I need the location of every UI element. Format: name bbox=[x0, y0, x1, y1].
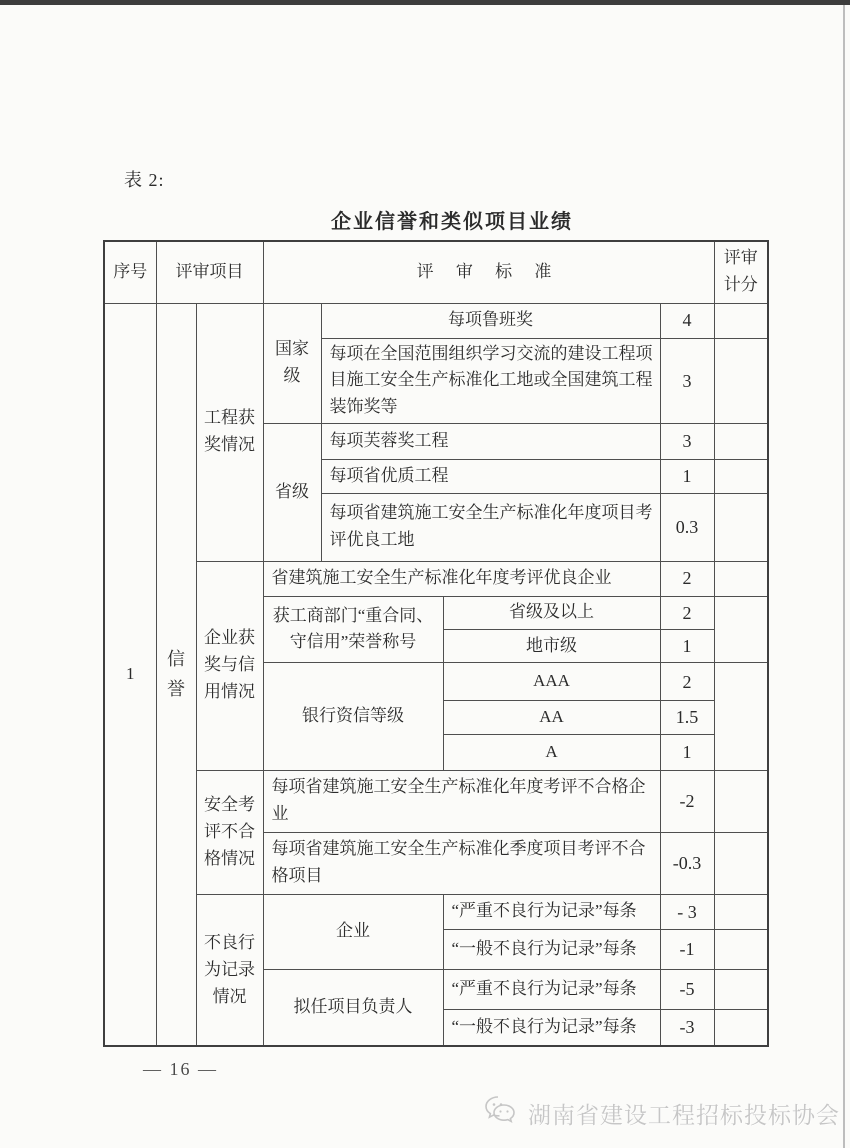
score-entry-cell bbox=[714, 561, 768, 596]
score-cell: 0.3 bbox=[660, 493, 714, 561]
score-cell: -1 bbox=[660, 929, 714, 969]
score-cell: 1 bbox=[660, 734, 714, 770]
table-label: 表 2: bbox=[124, 170, 165, 190]
page-number: — 16 — bbox=[143, 1059, 218, 1079]
category-credit-cell: 企业获奖与信用情况 bbox=[196, 561, 263, 770]
page-title: 企业信誉和类似项目业绩 bbox=[331, 211, 573, 233]
group-label: 信誉 bbox=[167, 648, 185, 700]
subgroup-enterprise-cell: 企业 bbox=[263, 894, 443, 969]
score-entry-cell bbox=[714, 424, 768, 460]
group-cell bbox=[156, 303, 196, 1046]
serial-cell: 1 bbox=[104, 303, 156, 1046]
subgroup-bank-credit-cell: 银行资信等级 bbox=[263, 663, 443, 770]
subgroup-honor-title-cell: 获工商部门“重合同、守信用”荣誉称号 bbox=[263, 596, 443, 663]
criteria-cell: 地市级 bbox=[443, 629, 660, 662]
score-entry-cell bbox=[714, 1009, 768, 1046]
watermark-text: 湖南省建设工程招标投标协会 bbox=[528, 1102, 840, 1128]
criteria-cell: 每项鲁班奖 bbox=[321, 303, 660, 338]
score-cell: -5 bbox=[660, 969, 714, 1009]
criteria-cell: 省级及以上 bbox=[443, 596, 660, 629]
score-entry-cell bbox=[714, 303, 768, 338]
score-cell: 3 bbox=[660, 338, 714, 424]
score-entry-cell bbox=[714, 832, 768, 894]
score-cell: 2 bbox=[660, 561, 714, 596]
criteria-cell: “严重不良行为记录”每条 bbox=[443, 894, 660, 929]
score-entry-cell bbox=[714, 663, 768, 770]
table-row bbox=[104, 561, 768, 596]
criteria-cell: A bbox=[443, 734, 660, 770]
criteria-cell: 省建筑施工安全生产标准化年度考评优良企业 bbox=[263, 561, 660, 596]
criteria-cell: “一般不良行为记录”每条 bbox=[443, 929, 660, 969]
score-cell: 1 bbox=[660, 460, 714, 493]
category-safety-fail-cell: 安全考评不合格情况 bbox=[196, 770, 263, 894]
header-row bbox=[104, 241, 768, 303]
table-row bbox=[104, 770, 768, 832]
score-entry-cell bbox=[714, 460, 768, 493]
header-item: 评审项目 bbox=[156, 241, 263, 303]
score-entry-cell bbox=[714, 969, 768, 1009]
score-cell: -0.3 bbox=[660, 832, 714, 894]
score-cell: 2 bbox=[660, 596, 714, 629]
criteria-cell: 每项在全国范围组织学习交流的建设工程项目施工安全生产标准化工地或全国建筑工程装饰奖等 bbox=[321, 338, 660, 424]
score-cell: -3 bbox=[660, 1009, 714, 1046]
category-awards-cell: 工程获奖情况 bbox=[196, 303, 263, 561]
criteria-cell: “严重不良行为记录”每条 bbox=[443, 969, 660, 1009]
scan-top-edge bbox=[0, 0, 850, 5]
criteria-cell: 每项芙蓉奖工程 bbox=[321, 424, 660, 460]
criteria-cell: AAA bbox=[443, 663, 660, 701]
header-serial: 序号 bbox=[104, 241, 156, 303]
criteria-cell: 每项省优质工程 bbox=[321, 460, 660, 493]
score-cell: -2 bbox=[660, 770, 714, 832]
score-cell: - 3 bbox=[660, 894, 714, 929]
criteria-cell: “一般不良行为记录”每条 bbox=[443, 1009, 660, 1046]
wechat-icon bbox=[484, 1094, 522, 1132]
scan-right-edge bbox=[843, 5, 845, 1148]
criteria-cell: 每项省建筑施工安全生产标准化年度考评不合格企业 bbox=[263, 770, 660, 832]
table-row bbox=[104, 303, 768, 338]
score-entry-cell bbox=[714, 338, 768, 424]
criteria-cell: AA bbox=[443, 701, 660, 734]
table-row bbox=[104, 894, 768, 929]
score-entry-cell bbox=[714, 929, 768, 969]
score-cell: 1.5 bbox=[660, 701, 714, 734]
header-score: 评审计分 bbox=[714, 241, 768, 303]
score-cell: 1 bbox=[660, 629, 714, 662]
score-entry-cell bbox=[714, 596, 768, 663]
score-cell: 2 bbox=[660, 663, 714, 701]
subgroup-national-cell: 国家级 bbox=[263, 303, 321, 424]
category-bad-records-cell: 不良行为记录情况 bbox=[196, 894, 263, 1046]
subgroup-provincial-cell: 省级 bbox=[263, 424, 321, 561]
criteria-cell: 每项省建筑施工安全生产标准化季度项目考评不合格项目 bbox=[263, 832, 660, 894]
score-cell: 4 bbox=[660, 303, 714, 338]
score-entry-cell bbox=[714, 770, 768, 832]
score-entry-cell bbox=[714, 493, 768, 561]
watermark bbox=[484, 1094, 840, 1132]
score-cell: 3 bbox=[660, 424, 714, 460]
evaluation-table bbox=[103, 240, 769, 1047]
subgroup-project-manager-cell: 拟任项目负责人 bbox=[263, 969, 443, 1046]
score-entry-cell bbox=[714, 894, 768, 929]
criteria-cell: 每项省建筑施工安全生产标准化年度项目考评优良工地 bbox=[321, 493, 660, 561]
header-criteria: 评 审 标 准 bbox=[263, 241, 714, 303]
